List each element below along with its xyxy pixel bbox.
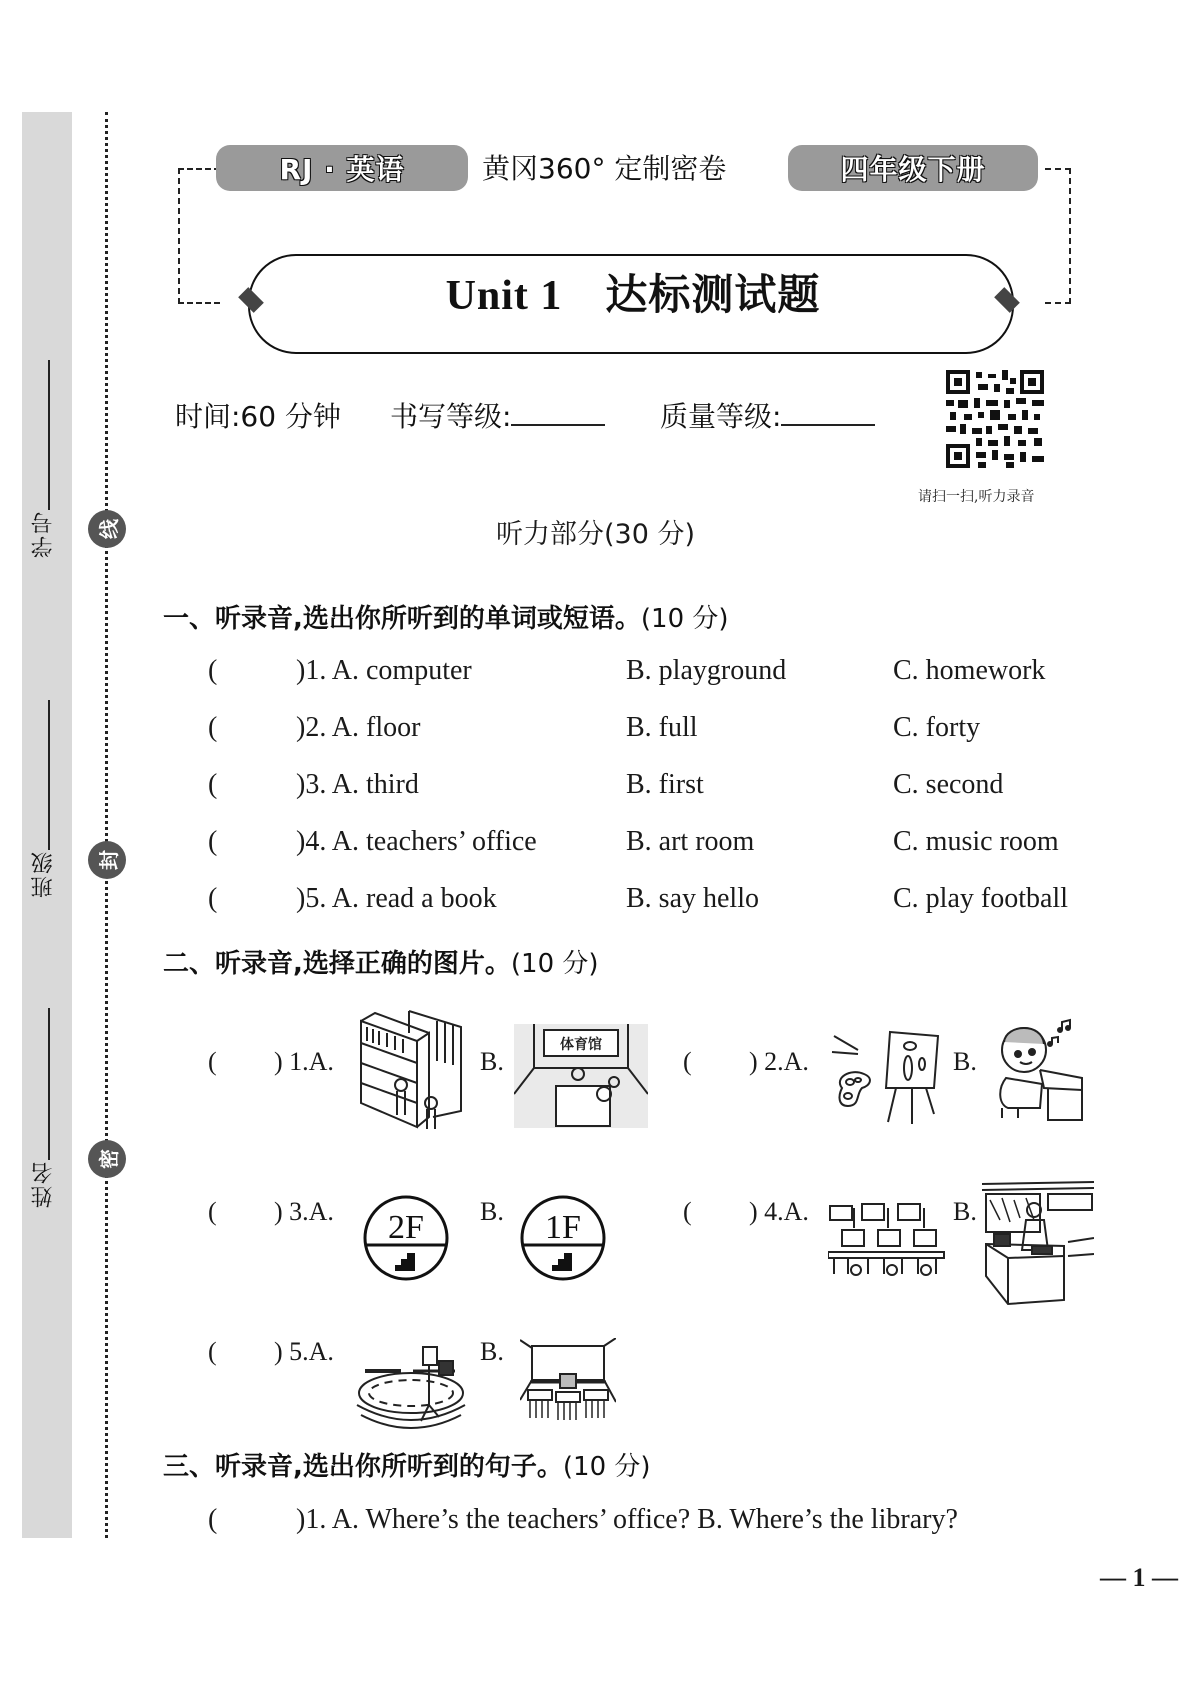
playground-track-image[interactable] bbox=[355, 1345, 467, 1431]
answer-blank[interactable]: ( bbox=[208, 883, 218, 914]
student-id-label: 学号 bbox=[30, 510, 56, 558]
computer-room-image[interactable] bbox=[828, 1200, 946, 1280]
seal-seal-icon: 封 bbox=[88, 841, 126, 879]
teachers-office-image[interactable] bbox=[982, 1180, 1094, 1306]
item-label: ) 3.A. bbox=[274, 1197, 334, 1226]
part3-points: (10 分) bbox=[562, 1452, 651, 1482]
qr-caption: 请扫一扫,听力录音 bbox=[918, 489, 1035, 505]
option-b-label: B. bbox=[953, 1047, 977, 1076]
answer-blank[interactable]: ( bbox=[208, 655, 218, 686]
part1-points: (10 分) bbox=[640, 604, 729, 634]
subject-badge: RJ · 英语 bbox=[216, 145, 468, 191]
option-a: )1. A. computer bbox=[296, 655, 472, 686]
item-label: ) 5.A. bbox=[274, 1337, 334, 1366]
option-a: )4. A. teachers’ office bbox=[296, 826, 537, 857]
writing-grade-label: 书写等级: bbox=[390, 400, 512, 433]
item-label: ) 2.A. bbox=[749, 1047, 809, 1076]
floor-sign-1f-image[interactable] bbox=[520, 1195, 606, 1281]
option-b-label: B. bbox=[480, 1337, 504, 1366]
option-a: )3. A. third bbox=[296, 769, 419, 800]
page-number: — 1 — bbox=[1100, 1563, 1178, 1592]
page-title: Unit 1 达标测试题 bbox=[445, 273, 821, 319]
option-b: B. say hello bbox=[626, 883, 759, 914]
gym-sign-text: 体育馆 bbox=[560, 1037, 602, 1053]
floor-sign-2f-image[interactable] bbox=[363, 1195, 449, 1281]
option-a: )5. A. read a book bbox=[296, 883, 497, 914]
part1-title bbox=[163, 598, 729, 635]
answer-blank[interactable]: ( bbox=[208, 1047, 217, 1076]
brand-text: 黄冈360° 定制密卷 bbox=[482, 152, 727, 185]
part2-title bbox=[163, 943, 599, 980]
quality-grade bbox=[660, 395, 875, 435]
item-label: ) 1.A. bbox=[274, 1047, 334, 1076]
time-limit: 时间:60 分钟 bbox=[175, 400, 341, 433]
library-bookshelves-image[interactable] bbox=[357, 1003, 469, 1133]
option-b-label: B. bbox=[480, 1197, 504, 1226]
part1-instructions: 一、听录音,选出你所听到的单词或短语。 bbox=[163, 604, 641, 634]
listening-section-title: 听力部分(30 分) bbox=[495, 519, 695, 550]
answer-blank[interactable]: ( bbox=[208, 826, 218, 857]
option-c: C. music room bbox=[893, 826, 1059, 857]
option-c: C. play football bbox=[893, 883, 1068, 914]
name-blank[interactable] bbox=[48, 1008, 50, 1160]
class-blank[interactable] bbox=[48, 700, 50, 850]
art-easel-palette-image[interactable] bbox=[830, 1030, 942, 1126]
class-label: 班级 bbox=[30, 850, 56, 898]
header-bracket-right bbox=[1045, 168, 1071, 304]
answer-blank[interactable]: ( bbox=[208, 1337, 217, 1366]
option-c: C. homework bbox=[893, 655, 1046, 686]
gym-image[interactable] bbox=[514, 1024, 648, 1128]
writing-grade-blank[interactable] bbox=[511, 423, 605, 426]
sentence-options: )1. A. Where’s the teachers’ office? B. Where’s the library? bbox=[296, 1504, 958, 1535]
answer-blank[interactable]: ( bbox=[208, 1197, 217, 1226]
answer-blank[interactable]: ( bbox=[208, 712, 218, 743]
quality-grade-blank[interactable] bbox=[781, 423, 875, 426]
quality-grade-label: 质量等级: bbox=[660, 400, 782, 433]
floor-2f-text: 2F bbox=[388, 1209, 424, 1246]
part2-points: (10 分) bbox=[510, 949, 599, 979]
answer-blank[interactable]: ( bbox=[208, 1504, 218, 1535]
header-bracket-left bbox=[178, 168, 220, 304]
student-id-blank[interactable] bbox=[48, 360, 50, 510]
name-field bbox=[28, 1008, 58, 1208]
part3-title bbox=[163, 1446, 651, 1483]
answer-blank[interactable]: ( bbox=[683, 1197, 692, 1226]
option-b-label: B. bbox=[953, 1197, 977, 1226]
option-b: B. art room bbox=[626, 826, 755, 857]
option-c: C. second bbox=[893, 769, 1004, 800]
classroom-image[interactable] bbox=[520, 1338, 616, 1422]
answer-blank[interactable]: ( bbox=[683, 1047, 692, 1076]
grade-badge: 四年级下册 bbox=[788, 145, 1038, 191]
cut-line bbox=[105, 112, 108, 1538]
part3-instructions: 三、听录音,选出你所听到的句子。 bbox=[163, 1452, 563, 1482]
seal-line-icon: 线 bbox=[88, 510, 126, 548]
name-label: 姓名 bbox=[30, 1160, 56, 1208]
seal-secret-icon: 密 bbox=[88, 1140, 126, 1178]
writing-grade bbox=[390, 395, 605, 435]
option-b: B. first bbox=[626, 769, 704, 800]
option-b: B. full bbox=[626, 712, 698, 743]
qr-code-icon[interactable] bbox=[946, 370, 1044, 468]
floor-1f-text: 1F bbox=[545, 1209, 581, 1246]
option-b: B. playground bbox=[626, 655, 787, 686]
item-label: ) 4.A. bbox=[749, 1197, 809, 1226]
class-field bbox=[28, 700, 58, 898]
answer-blank[interactable]: ( bbox=[208, 769, 218, 800]
boy-playing-piano-image[interactable] bbox=[990, 1018, 1086, 1122]
part2-instructions: 二、听录音,选择正确的图片。 bbox=[163, 949, 511, 979]
option-a: )2. A. floor bbox=[296, 712, 421, 743]
option-c: C. forty bbox=[893, 712, 981, 743]
option-b-label: B. bbox=[480, 1047, 504, 1076]
